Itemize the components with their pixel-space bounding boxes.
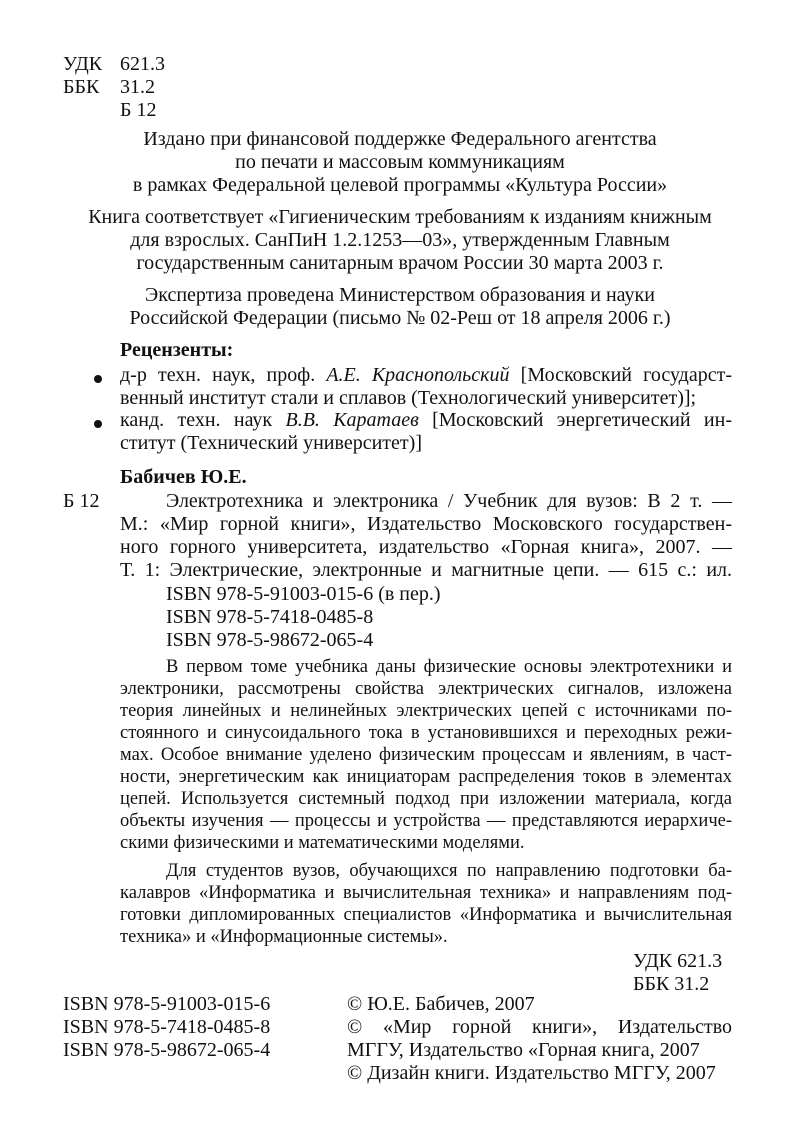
abstract-line: ности, энергетическим как инициаторам распределения токов в элементах	[120, 767, 732, 787]
footer-isbn: ISBN 978-5-7418-0485-8	[63, 1016, 271, 1038]
reviewer-line	[120, 409, 732, 432]
notice-line: Российской Федерации (письмо № 02-Реш от 18 апреля 2006 г.)	[129, 307, 671, 329]
record-description-line: Т. 1: Электрические, электронные и магнитные цепи. — 615 с.: ил.	[120, 559, 732, 581]
abstract-line: мах. Особое внимание уделено физическим процессам и явлениям, в част-	[120, 745, 732, 765]
bbk-value: 31.2	[120, 76, 155, 98]
udk-label: УДК	[63, 53, 103, 75]
bullet-icon	[94, 420, 102, 428]
abstract-line: объекты изучения — процессы и устройства — представляются иерархиче-	[120, 811, 732, 831]
reviewer-line: венный институт стали и сплавов (Технологический университет)];	[120, 387, 697, 409]
notice-line: Издано при финансовой поддержке Федерального агентства	[143, 128, 657, 150]
notice-line: по печати и массовым коммуникациям	[235, 151, 565, 173]
notice-line: для взрослых. СанПиН 1.2.1253—03», утвержденным Главным	[130, 229, 670, 251]
reviewer-title: канд. техн. наук	[120, 409, 273, 431]
audience-line: калавров «Информатика и вычислительная техника» и направлениям под-	[120, 883, 732, 903]
record-author: Бабичев Ю.Е.	[120, 466, 247, 488]
reviewers-heading: Рецензенты:	[120, 339, 234, 361]
abstract-line: теория линейных и нелинейных электрических цепей с источниками по-	[120, 701, 732, 721]
footer-udk: УДК 621.3	[633, 950, 723, 972]
notice-line: Книга соответствует «Гигиеническим требованиям к изданиям книжным	[88, 206, 712, 228]
record-description-line: ного горного университета, издательство «Горная книга», 2007. —	[120, 536, 732, 558]
author-mark: Б 12	[120, 99, 157, 121]
abstract-line: стоянного и синусоидального тока в установившихся и переходных режи-	[120, 723, 732, 743]
reviewer-line	[120, 364, 732, 387]
record-isbn: ISBN 978-5-7418-0485-8	[166, 606, 374, 628]
reviewer-affiliation: [Московский энергетический ин-	[432, 409, 733, 431]
footer-isbn: ISBN 978-5-91003-015-6	[63, 993, 271, 1015]
bbk-label: ББК	[63, 76, 100, 98]
record-description-line: М.: «Мир горной книги», Издательство Московского государствен-	[120, 513, 732, 535]
notice-line: государственным санитарным врачом России 30 марта 2003 г.	[136, 252, 664, 274]
abstract-line: цепей. Используется системный подход при изложении материала, когда	[120, 789, 732, 809]
abstract-line: В первом томе учебника даны физические основы электротехники и	[166, 657, 732, 677]
audience-line: техника» и «Информационные системы».	[120, 927, 448, 947]
footer-isbn: ISBN 978-5-98672-065-4	[63, 1039, 271, 1061]
footer-bbk: ББК 31.2	[633, 973, 710, 995]
record-isbn: ISBN 978-5-98672-065-4	[166, 629, 374, 651]
copyright-line: © Дизайн книги. Издательство МГГУ, 2007	[347, 1062, 716, 1084]
copyright-line: МГГУ, Издательство «Горная книга, 2007	[347, 1039, 700, 1061]
record-isbn: ISBN 978-5-91003-015-6 (в пер.)	[166, 583, 441, 605]
audience-line: готовки дипломированных специалистов «Информатика и вычислительная	[120, 905, 732, 925]
reviewer-title: д-р техн. наук, проф.	[120, 364, 316, 386]
reviewer-line: ститут (Технический университет)]	[120, 432, 422, 454]
reviewer-name: А.Е. Краснопольский	[326, 364, 510, 386]
audience-line: Для студентов вузов, обучающихся по направлению подготовки ба-	[166, 861, 732, 881]
record-description-line: Электротехника и электроника / Учебник для вузов: В 2 т. —	[166, 490, 732, 512]
reviewer-name: В.В. Каратаев	[285, 409, 419, 431]
abstract-line: электроники, рассмотрены свойства электрических сигналов, изложена	[120, 679, 732, 699]
notice-line: Экспертиза проведена Министерством образования и науки	[145, 284, 655, 306]
copyright-line: © Ю.Е. Бабичев, 2007	[347, 993, 535, 1015]
bullet-icon	[94, 375, 102, 383]
abstract-line: скими физическими и математическими моделями.	[120, 833, 525, 853]
copyright-line: © «Мир горной книги», Издательство	[347, 1016, 732, 1038]
udk-value: 621.3	[120, 53, 165, 75]
notice-line: в рамках Федеральной целевой программы «Культура России»	[132, 174, 668, 196]
record-mark: Б 12	[63, 490, 100, 512]
reviewer-affiliation: [Московский государст-	[520, 364, 733, 386]
